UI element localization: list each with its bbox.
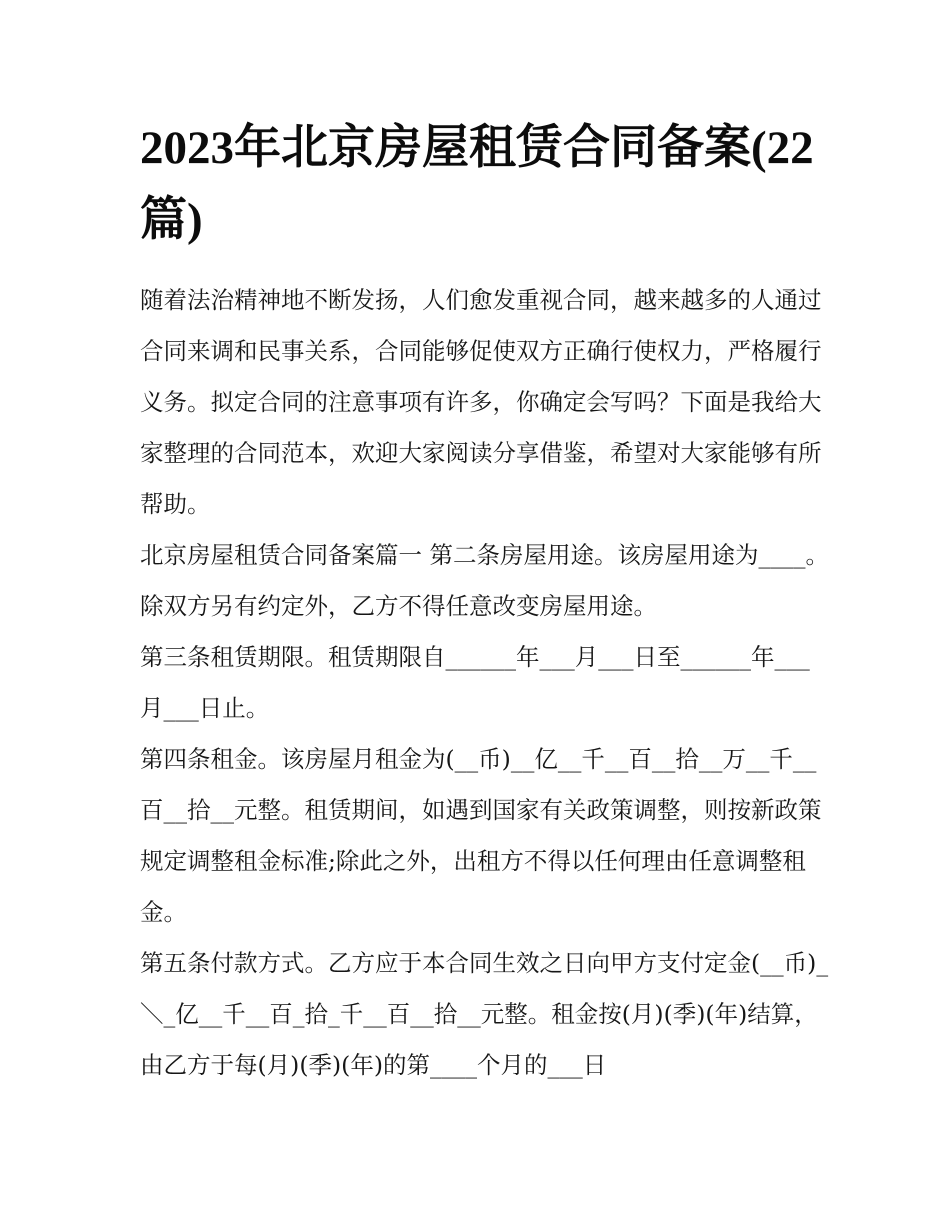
clause-5-paragraph: 第五条付款方式。乙方应于本合同生效之日向甲方支付定金(__币)_＼_亿__千__百_拾_千__百__拾__元整。租金按(月)(季)(年)结算，由乙方于每(月)(季)(年)的第____个月的___日 bbox=[140, 949, 829, 1079]
document-body bbox=[140, 275, 830, 1091]
document-title: 2023年北京房屋租赁合同备案(22篇) bbox=[140, 122, 814, 246]
intro-paragraph: 随着法治精神地不断发扬，人们愈发重视合同，越来越多的人通过合同来调和民事关系，合同能够促使双方正确行使权力，严格履行义务。拟定合同的注意事项有许多，你确定会写吗？下面是我给大家整理的合同范本，欢迎大家阅读分享借鉴，希望对大家能够有所帮助。 bbox=[140, 286, 822, 518]
clause-3-paragraph: 第三条租赁期限。租赁期限自______年___月___日至______年___月___日止。 bbox=[140, 643, 810, 722]
clause-2-paragraph: 北京房屋租赁合同备案篇一 第二条房屋用途。该房屋用途为____。除双方另有约定外，乙方不得任意改变房屋用途。 bbox=[140, 541, 829, 620]
clause-4-paragraph: 第四条租金。该房屋月租金为(__币)__亿__千__百__拾__万__千__百__拾__元整。租赁期间，如遇到国家有关政策调整，则按新政策规定调整租金标准;除此之外，出租方不得以任何理由任意调整租金。 bbox=[140, 745, 822, 926]
